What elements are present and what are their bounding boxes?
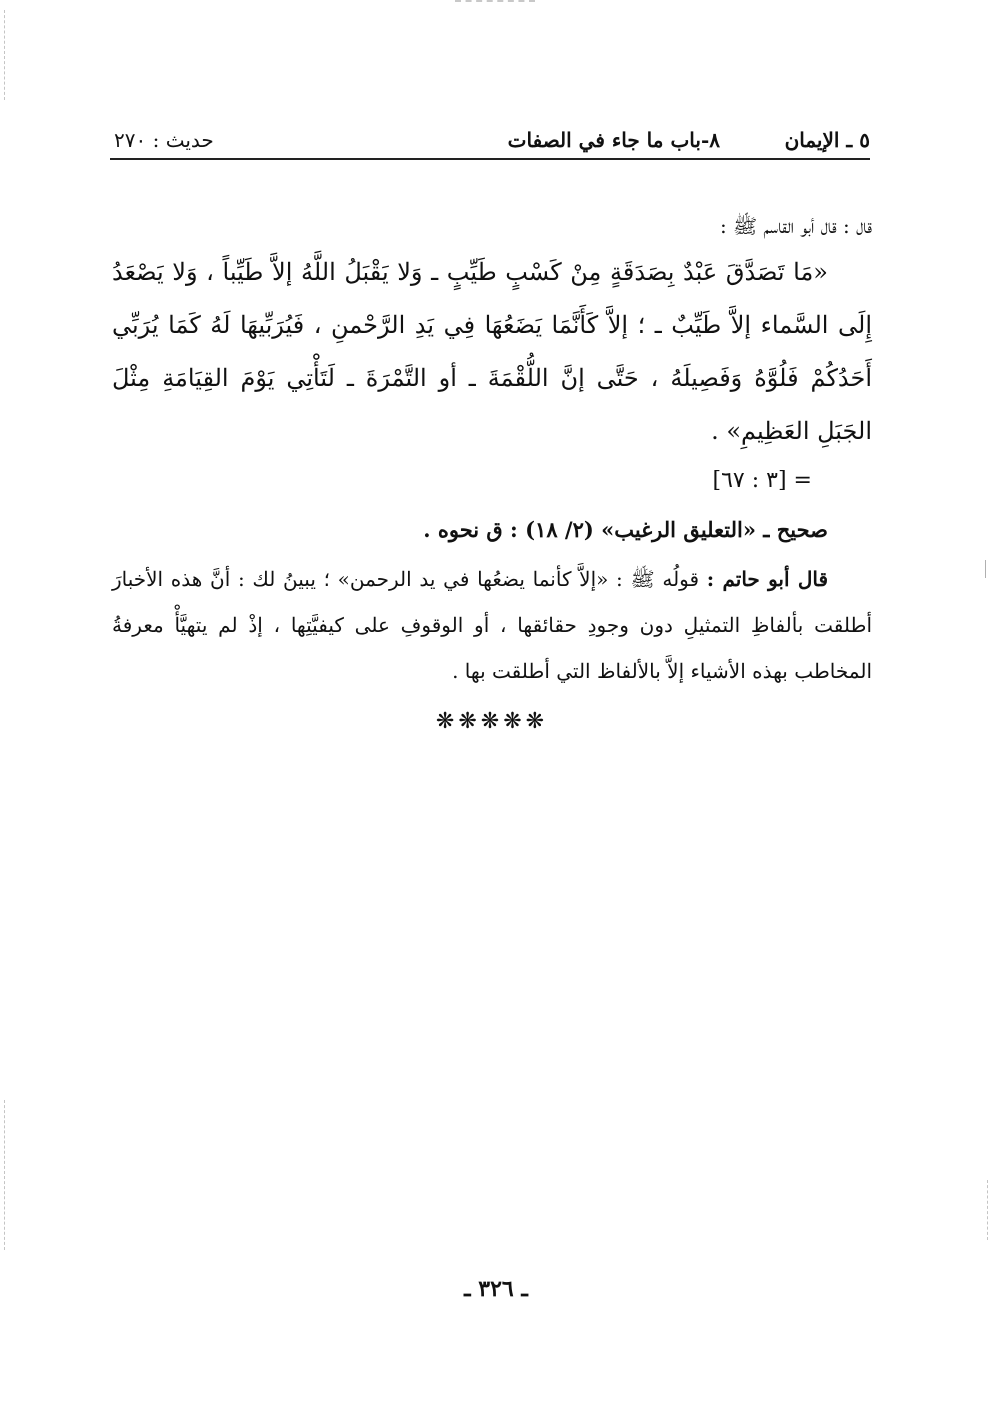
scan-margin-mark xyxy=(4,10,5,100)
hadith-intro: قال : قال أبو القاسم ﷺ : xyxy=(719,214,872,238)
header-hadith-number: حديث : ٢٧٠ xyxy=(114,128,214,152)
hadith-reference: = [٣ : ٦٧] xyxy=(712,468,812,493)
scan-margin-mark xyxy=(4,1100,5,1250)
hadith-text: «مَا تَصَدَّقَ عَبْدٌ بِصَدَقَةٍ مِنْ كَسْبٍ طَيِّبٍ ـ وَلا يَقْبَلُ اللَّهُ إلاَّ طَيِّباً ، وَلا يَصْعَدُ إِلَى السَّماء إلاَّ طَيِّبٌ ـ ؛ إلاَّ كَأَنَّمَا يَضَعُهَا فِي يَدِ الرَّحْمنِ ، فَيُرَبِّيهَا لَهُ كَمَا يُرَبِّي أَحَدُكُمْ فَلُوَّهُ وَفَصِيلَهُ ، حَتَّى إنَّ اللُّقْمَةَ ـ أو التَّمْرَةَ ـ لَتَأْتِي يَوْمَ القِيَامَةِ مِثْلَ الجَبَلِ العَظِيمِ» . xyxy=(112,258,872,445)
scan-margin-mark xyxy=(985,560,986,578)
scan-artifact-top xyxy=(455,0,535,6)
page-body xyxy=(112,206,872,742)
commentary-author: قال أبو حاتم : xyxy=(706,567,829,591)
hadith-grade: صحيح ـ «التعليق الرغيب» (٢/ ١٨) : ق نحوه . xyxy=(423,517,828,542)
running-header xyxy=(110,122,870,160)
header-chapter: ٥ ـ الإيمان xyxy=(784,128,870,152)
section-separator: ❋❋❋❋❋ xyxy=(435,709,549,734)
scan-margin-mark xyxy=(987,1180,988,1240)
commentary-text: قولُه ﷺ : «إلاَّ كأنما يضعُها في يد الرحمن» ؛ يبينُ لك : أنَّ هذه الأخبارَ أطلقت بألفاظِ التمثيلِ دون وجودِ حقائقها ، أو الوقوفِ على كيفيَّتِها ، إذْ لم يتهيَّأْ معرفةُ المخاطب بهذه الأشياء إلاَّ بالألفاظ التي أطلقت بها . xyxy=(112,567,872,683)
header-section: ٨-باب ما جاء في الصفات xyxy=(507,128,720,152)
page-number: ـ ٣٢٦ ـ xyxy=(464,1276,528,1302)
commentary xyxy=(112,556,872,694)
